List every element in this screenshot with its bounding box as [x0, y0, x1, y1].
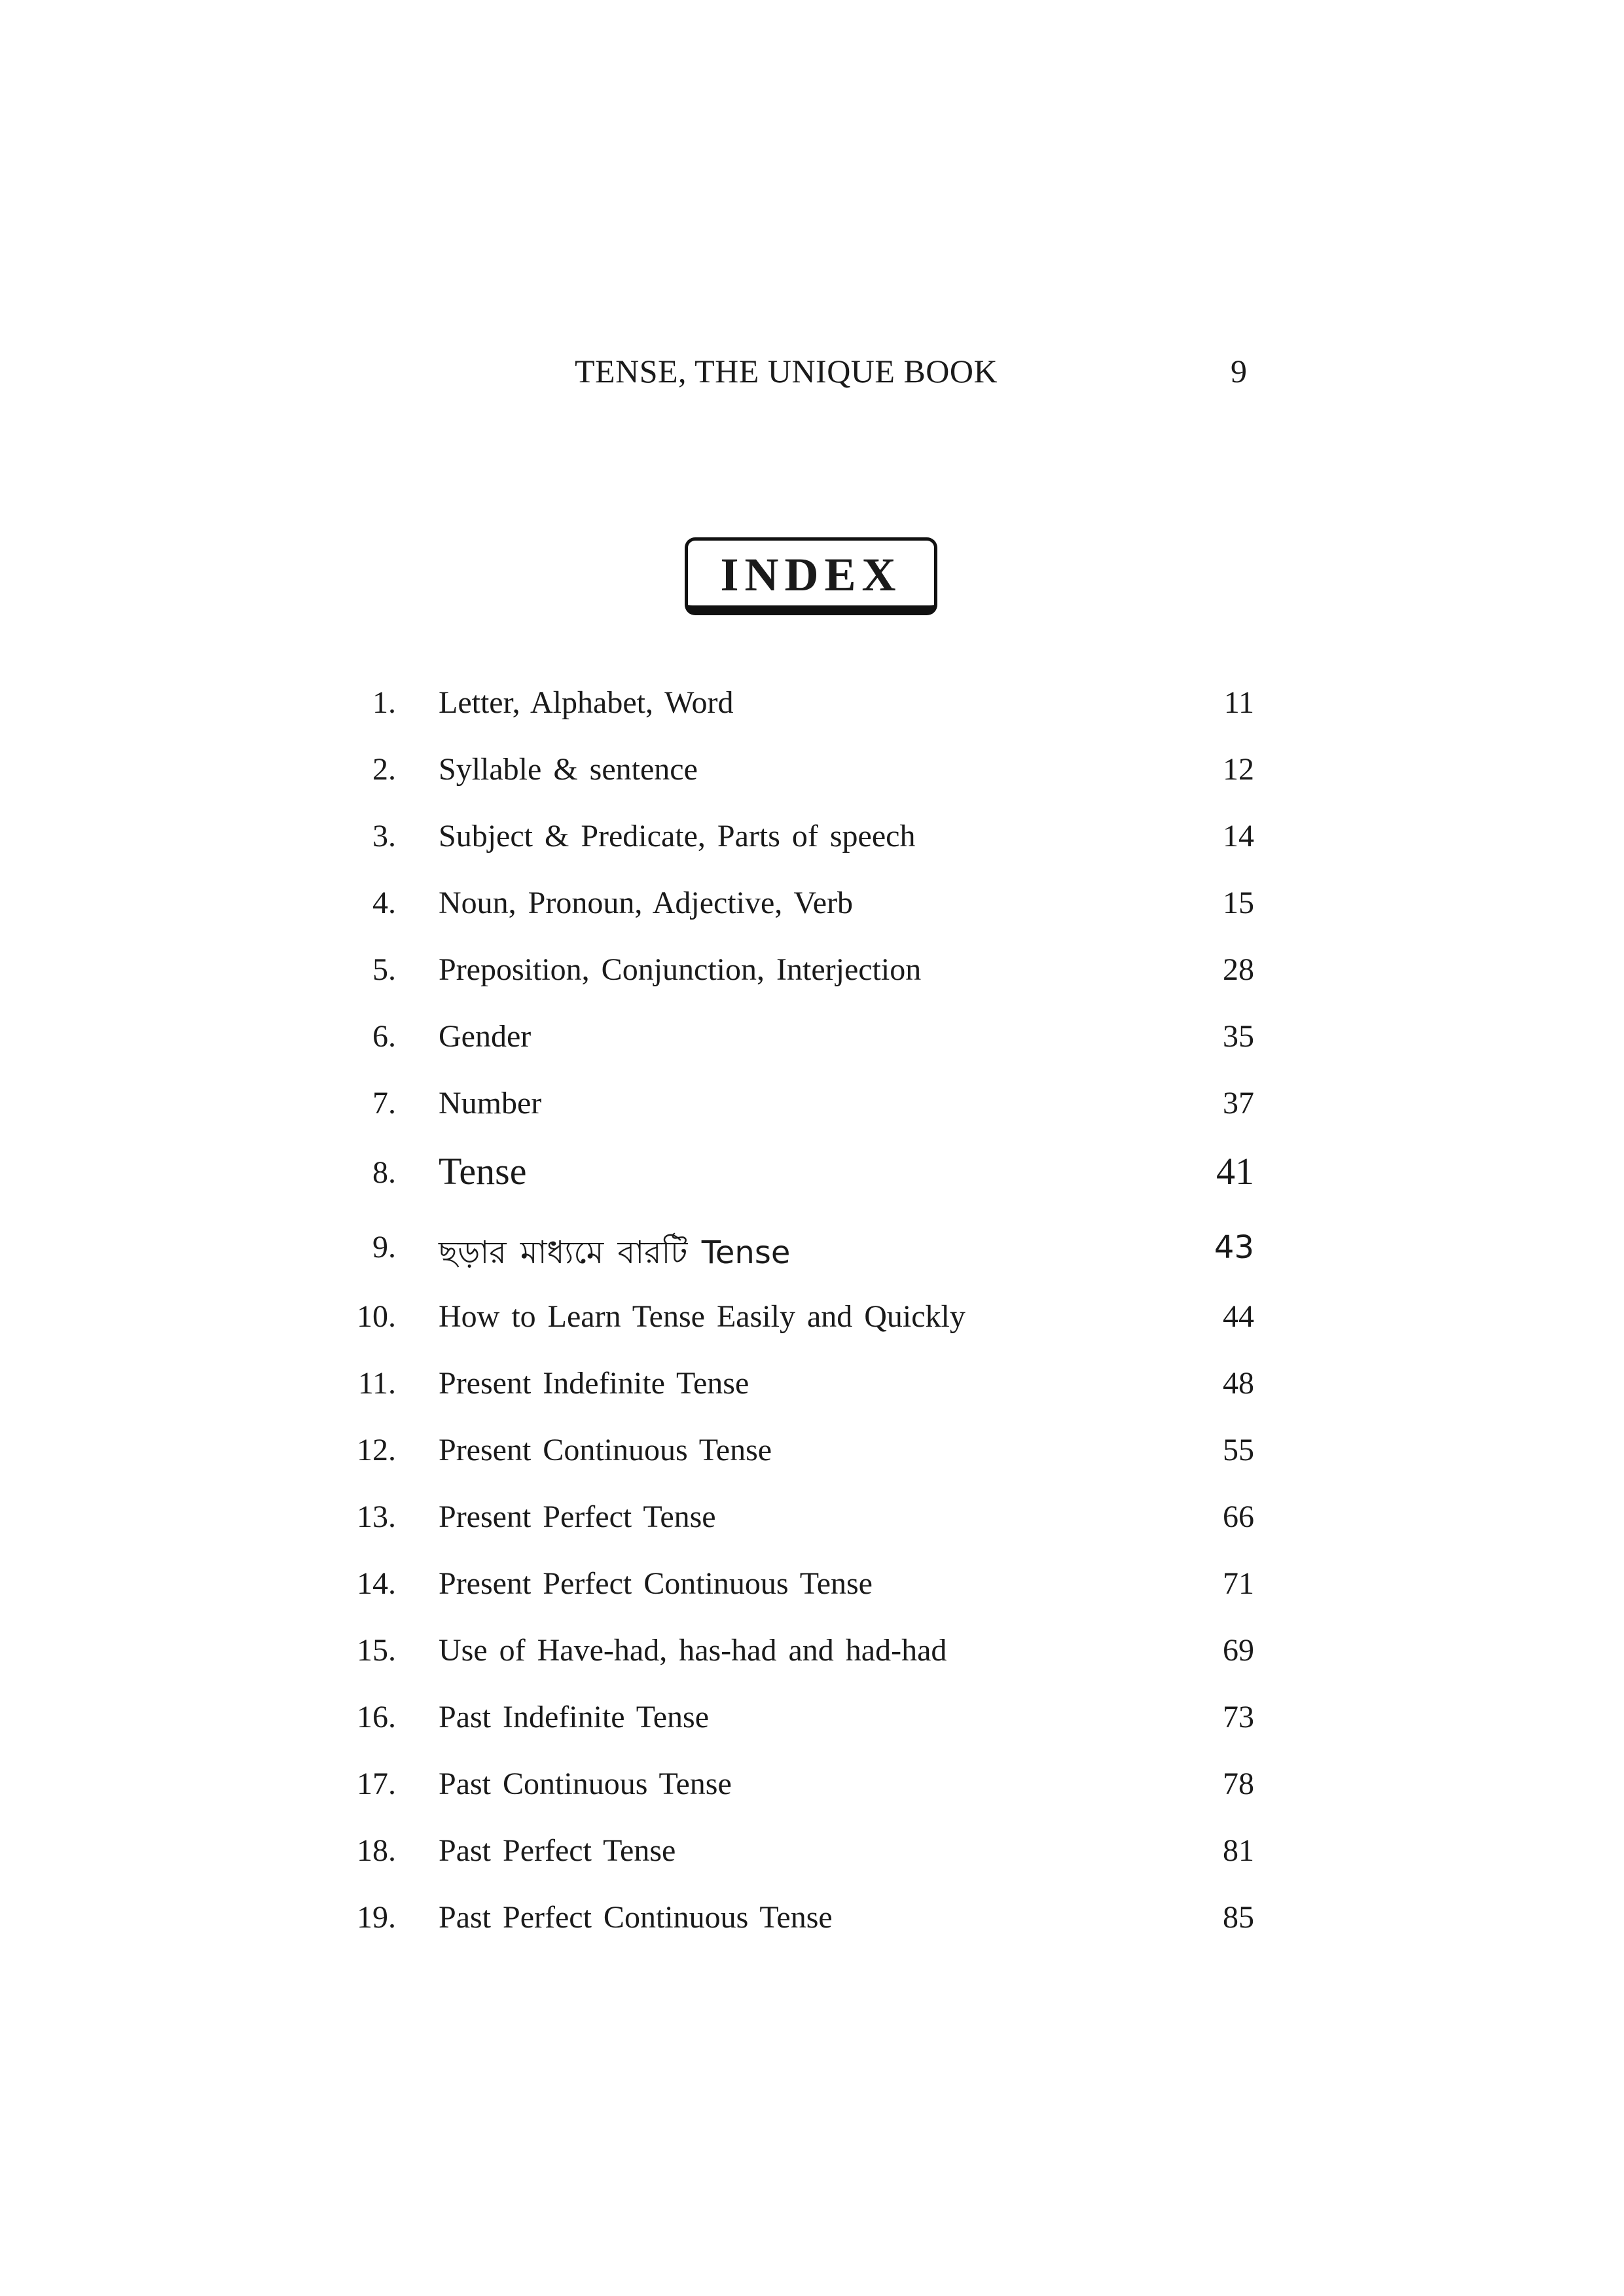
toc-entry: [357, 1766, 1258, 1812]
toc-entry-number: 2.: [372, 752, 396, 787]
toc-entry: [367, 885, 1258, 931]
toc-entry: [367, 1085, 1258, 1131]
toc-entry-page: 28: [1223, 952, 1254, 987]
toc-entry-page: 85: [1223, 1900, 1254, 1935]
toc-entry-title: Syllable & sentence: [439, 752, 698, 787]
toc-entry-title: Noun, Pronoun, Adjective, Verb: [439, 886, 854, 920]
toc-entry: [357, 1899, 1258, 1945]
toc-entry-page: 69: [1223, 1633, 1254, 1668]
toc-entry-title: Past Continuous Tense: [439, 1767, 732, 1801]
toc-entry-number: 3.: [372, 819, 396, 853]
toc-entry-number: 11.: [357, 1366, 396, 1401]
toc-entry-page: 66: [1223, 1499, 1254, 1534]
toc-entry-title: Tense: [439, 1150, 527, 1193]
toc-entry-title: How to Learn Tense Easily and Quickly: [439, 1299, 965, 1334]
toc-entry-title: ছড়ার মাধ্যমে বারটি Tense: [439, 1234, 791, 1271]
toc-entry: [367, 685, 1258, 730]
toc-entry-number: 10.: [357, 1299, 396, 1334]
toc-entry-title: Past Perfect Tense: [439, 1833, 676, 1868]
toc-entry: [357, 1299, 1258, 1344]
toc-entry-page: 12: [1223, 752, 1254, 787]
toc-entry-number: 4.: [372, 886, 396, 920]
toc-entry-page: 44: [1223, 1299, 1254, 1334]
toc-entry: [357, 1699, 1258, 1745]
toc-entry-number: 9.: [372, 1230, 396, 1265]
toc-entry: [367, 818, 1258, 864]
toc-entry-page: 78: [1223, 1767, 1254, 1801]
toc-entry-title: Present Perfect Tense: [439, 1499, 716, 1534]
toc-entry-number: 8.: [372, 1155, 396, 1190]
page-number: 9: [1231, 353, 1247, 389]
toc-entry-page: 14: [1223, 819, 1254, 853]
toc-entry: [357, 1566, 1258, 1611]
toc-entry-number: 15.: [357, 1633, 396, 1668]
toc-entry: [357, 1365, 1258, 1411]
toc-entry-number: 12.: [357, 1433, 396, 1467]
toc-entry: [367, 1018, 1258, 1064]
toc-entry-page: 71: [1223, 1566, 1254, 1601]
toc-entry-title: Preposition, Conjunction, Interjection: [439, 952, 922, 987]
toc-entry-page: 37: [1223, 1086, 1254, 1121]
toc-entry-title: Present Perfect Continuous Tense: [439, 1566, 873, 1601]
toc-entry: [357, 1632, 1258, 1678]
toc-entry: [357, 1432, 1258, 1478]
toc-entry-title: Past Perfect Continuous Tense: [439, 1900, 833, 1935]
toc-entry-title: Past Indefinite Tense: [439, 1700, 709, 1734]
toc-entry-page: 15: [1223, 886, 1254, 920]
toc-entry-number: 18.: [357, 1833, 396, 1868]
toc-entry-page: 73: [1223, 1700, 1254, 1734]
toc-entry-number: 6.: [372, 1019, 396, 1054]
toc-entry-title: Gender: [439, 1019, 532, 1054]
toc-entry-title: Present Continuous Tense: [439, 1433, 772, 1467]
toc-entry-number: 5.: [372, 952, 396, 987]
toc-entry-page: 48: [1223, 1366, 1254, 1401]
toc-entry-title: Subject & Predicate, Parts of speech: [439, 819, 916, 853]
toc-entry: [367, 751, 1258, 797]
toc-entry-number: 7.: [372, 1086, 396, 1121]
running-title: TENSE, THE UNIQUE BOOK: [575, 353, 998, 389]
toc-entry-number: 19.: [357, 1900, 396, 1935]
toc-entry-page: 81: [1223, 1833, 1254, 1868]
toc-entry: [367, 1150, 1258, 1200]
toc-entry-page: 41: [1216, 1150, 1254, 1193]
toc-entry-page: 55: [1223, 1433, 1254, 1467]
toc-entry-number: 1.: [372, 685, 396, 720]
toc-entry: [367, 1229, 1258, 1275]
toc-entry-number: 14.: [357, 1566, 396, 1601]
toc-entry-page: 11: [1223, 685, 1254, 720]
toc-entry-title: Use of Have-had, has-had and had-had: [439, 1633, 947, 1668]
toc-entry: [357, 1499, 1258, 1545]
index-heading: INDEX: [720, 548, 902, 601]
toc-entry-title: Present Indefinite Tense: [439, 1366, 749, 1401]
toc-entry-page: 43: [1214, 1229, 1254, 1266]
toc-entry-title: Number: [439, 1086, 542, 1121]
toc-entry-title: Letter, Alphabet, Word: [439, 685, 734, 720]
toc-entry: [367, 952, 1258, 997]
toc-entry: [357, 1833, 1258, 1878]
toc-entry-number: 17.: [357, 1767, 396, 1801]
toc-entry-number: 16.: [357, 1700, 396, 1734]
toc-entry-page: 35: [1223, 1019, 1254, 1054]
toc-entry-number: 13.: [357, 1499, 396, 1534]
